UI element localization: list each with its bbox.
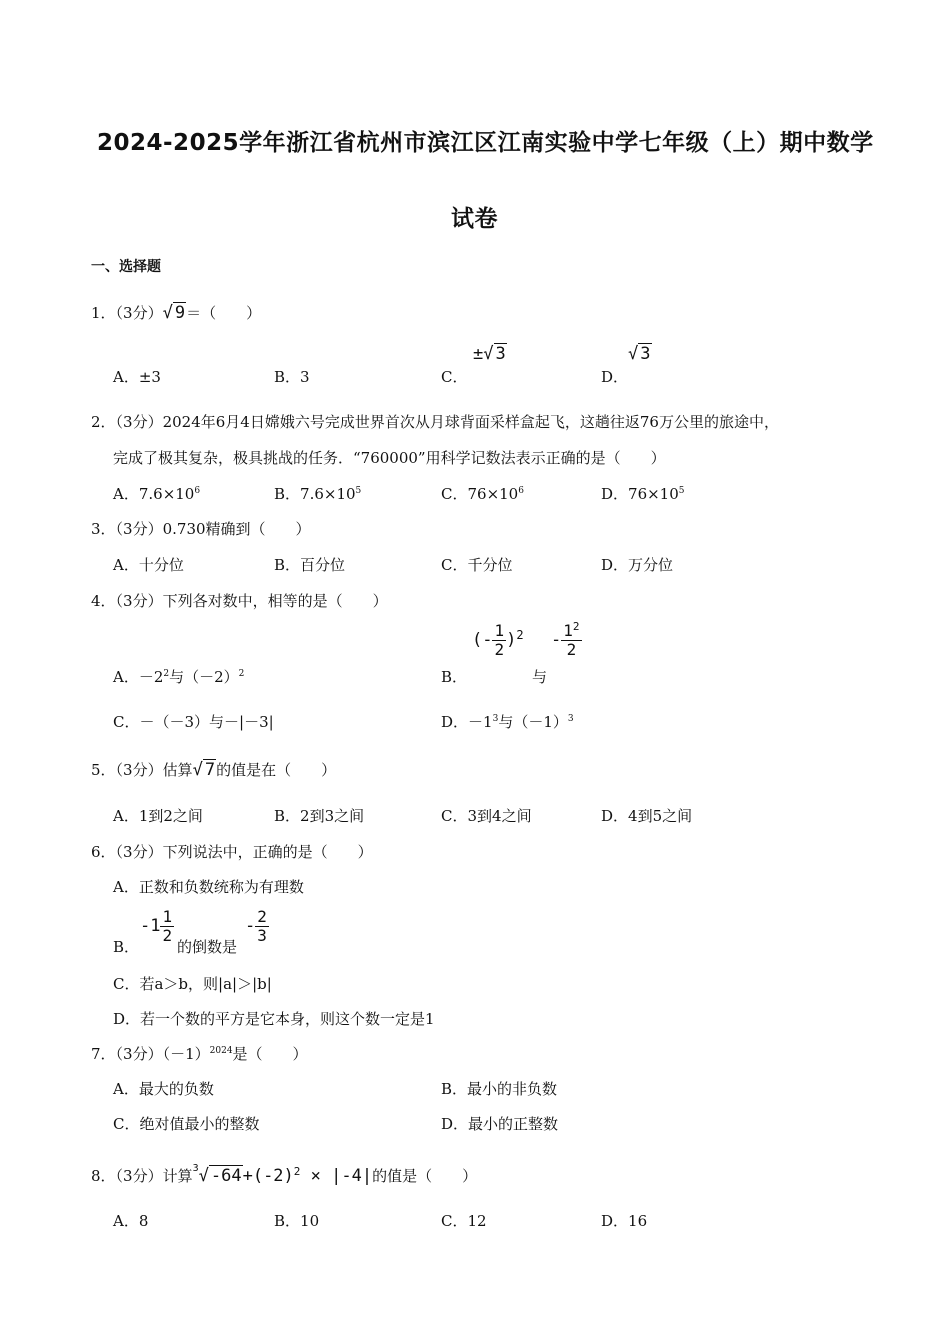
q2-option-b[interactable]: B．$7.6\times 10^5$ xyxy=(274,485,362,503)
question-5: 5．（3分）估算√ 7的值是在（ ） xyxy=(91,760,337,780)
page-title: 2024-2025学年浙江省杭州市滨江区江南实验中学七年级（上）期中数学 xyxy=(97,130,874,156)
question-1 xyxy=(91,302,261,323)
q5-option-d[interactable]: D．4到5之间 xyxy=(601,807,693,825)
q3-option-a[interactable]: A．十分位 xyxy=(113,556,184,574)
q6-option-b-text: 的倒数是 xyxy=(177,938,238,956)
q8-option-b[interactable]: B．10 xyxy=(274,1212,320,1230)
question-8: 8．（3分）计算$^3$√ $-64+(-2)^2 \times |-4|$的值是（ ） xyxy=(91,1163,478,1186)
q1-option-c[interactable]: C． xyxy=(441,368,468,386)
q5-option-c[interactable]: C．3到4之间 xyxy=(441,807,532,825)
question-3: 3．（3分）0.730精确到（ ） xyxy=(91,520,311,538)
q6-option-a[interactable]: A．正数和负数统称为有理数 xyxy=(113,878,304,896)
section-heading: 一、选择题 xyxy=(91,259,161,275)
question-4: 4．（3分）下列各对数中，相等的是（ ） xyxy=(91,592,388,610)
q4-option-d[interactable]: D．$-1^3$与$(-1)^3$ xyxy=(441,713,574,731)
q1-option-d-expr: √ 3 xyxy=(628,344,651,364)
q8-option-d[interactable]: D．16 xyxy=(601,1212,648,1230)
q6-option-b[interactable]: B． xyxy=(113,938,140,956)
question-6: 6．（3分）下列说法中，正确的是（ ） xyxy=(91,843,373,861)
q1-option-b[interactable]: B．3 xyxy=(274,368,310,386)
q5-sqrt: √ 7 xyxy=(192,760,216,780)
q6-option-b-expr: -1 $\frac{1}{2}$ xyxy=(140,907,173,945)
q4-option-b[interactable]: B． xyxy=(441,668,468,686)
q1-points: （3分） xyxy=(115,304,163,322)
q2-option-c[interactable]: C．$76\times 10^6$ xyxy=(441,485,524,503)
q5-option-b[interactable]: B．2到3之间 xyxy=(274,807,365,825)
q3-option-c[interactable]: C．千分位 xyxy=(441,556,513,574)
q8-option-c[interactable]: C．12 xyxy=(441,1212,487,1230)
q2-option-a[interactable]: A．$7.6\times 10^6$ xyxy=(113,485,201,503)
q1-option-d[interactable]: D． xyxy=(601,368,629,386)
q4-option-b-expr1: (- $\frac{1}{2}$ )$^2$ xyxy=(472,621,524,659)
q8-expression: $^3$√ $-64+(-2)^2 \times |-4|$ xyxy=(192,1163,373,1186)
q4-option-b-with: 与 xyxy=(532,668,548,686)
q6-option-d[interactable]: D．若一个数的平方是它本身，则这个数一定是1 xyxy=(113,1010,435,1028)
q7-option-d[interactable]: D．最小的正整数 xyxy=(441,1115,559,1133)
q6-option-c[interactable]: C．若a＞b，则|a|＞|b| xyxy=(113,975,272,993)
q1-option-a[interactable]: A．±3 xyxy=(113,368,161,386)
question-7: 7．（3分）$(-1)^{2024}$是（ ） xyxy=(91,1045,308,1063)
q3-option-d[interactable]: D．万分位 xyxy=(601,556,674,574)
q8-option-a[interactable]: A．8 xyxy=(113,1212,149,1230)
q4-option-b-expr2: - $\frac{1^2}{2}$ xyxy=(551,620,580,659)
q2-option-d[interactable]: D．$76\times 10^5$ xyxy=(601,485,685,503)
q3-option-b[interactable]: B．百分位 xyxy=(274,556,346,574)
q5-option-a[interactable]: A．1到2之间 xyxy=(113,807,203,825)
q7-option-a[interactable]: A．最大的负数 xyxy=(113,1080,214,1098)
page-title-line2: 试卷 xyxy=(451,206,498,232)
q1-tail: ＝（ ） xyxy=(186,304,262,322)
question-2-line2: 完成了极其复杂，极具挑战的任务．“760000”用科学记数法表示正确的是（ ） xyxy=(113,449,666,467)
q6-option-b-answer: - $\frac{2}{3}$ xyxy=(245,907,267,945)
question-2: 2．（3分）2024年6月4日嫦娥六号完成世界首次从月球背面采样盒起飞，这趟往返76万公里的旅途中， xyxy=(91,413,779,431)
q7-option-c[interactable]: C．绝对值最小的整数 xyxy=(113,1115,260,1133)
q1-sqrt: √ 9 xyxy=(162,303,186,323)
q7-option-b[interactable]: B．最小的非负数 xyxy=(441,1080,558,1098)
q1-option-c-expr: ±√ 3 xyxy=(473,344,506,364)
q4-option-a[interactable]: A．$-2^2$与$(-2)^2$ xyxy=(113,668,245,686)
q4-option-c[interactable]: C．－（－3）与－|－3| xyxy=(113,713,274,731)
q1-number: 1． xyxy=(91,304,116,322)
